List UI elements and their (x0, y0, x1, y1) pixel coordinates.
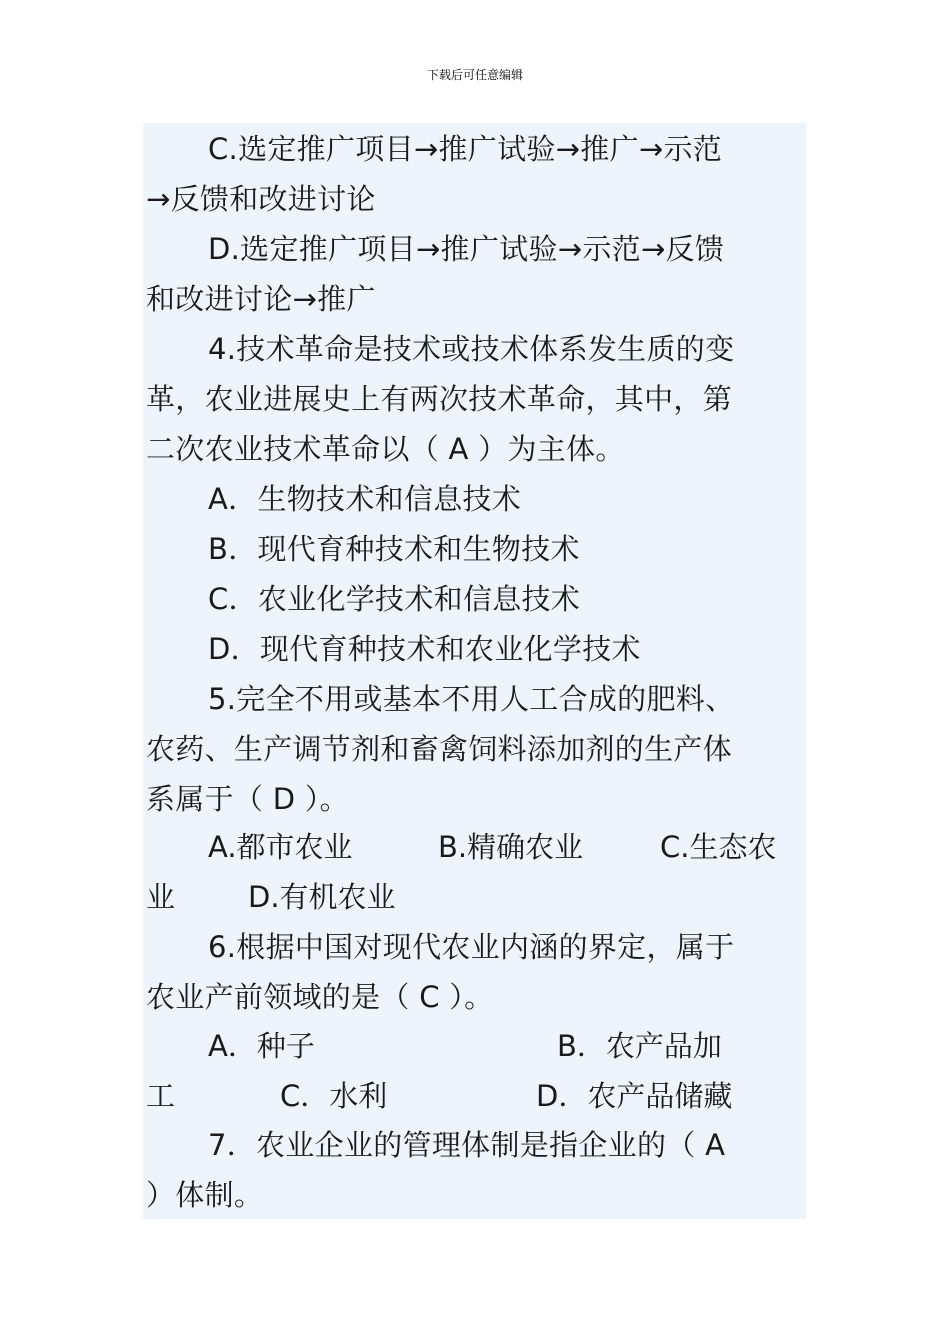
q4-option-a: A．生物技术和信息技术 (208, 482, 522, 516)
q6-option-c: C．水利 (280, 1079, 388, 1113)
question-4-stem: 4.技术革命是技术或技术体系发生质的变 革，农业进展史上有两次技术革命，其中，第 二次农业技术革命以（ A ）为主体。 (146, 332, 735, 466)
q6-option-b: B．农产品加 (557, 1029, 722, 1063)
q6-option-b-continued: 工 (146, 1079, 176, 1113)
q3-option-c: C.选定推广项目→推广试验→推广→示范 →反馈和改进讨论 (146, 132, 723, 216)
q6-option-d: D．农产品储藏 (536, 1079, 733, 1113)
question-5-stem: 5.完全不用或基本不用人工合成的肥料、 农药、生产调节剂和畜禽饲料添加剂的生产体 系属于（ D ）。 (146, 682, 735, 816)
q5-option-c-continued: 业 (146, 880, 176, 914)
q4-option-d: D．现代育种技术和农业化学技术 (208, 632, 641, 666)
q6-option-a: A．种子 (208, 1029, 315, 1063)
page-header: 下载后可任意编辑 (426, 68, 523, 82)
question-6-stem: 6.根据中国对现代农业内涵的界定，属于 农业产前领域的是（ C ）。 (146, 930, 735, 1014)
q3-option-d: D.选定推广项目→推广试验→示范→反馈 和改进讨论→推广 (146, 232, 725, 316)
question-7-stem: 7．农业企业的管理体制是指企业的（ A ）体制。 (146, 1128, 726, 1212)
q5-option-a: A.都市农业 (208, 830, 353, 864)
question-4-options (146, 474, 786, 674)
q5-option-c: C.生态农 (660, 830, 777, 864)
q5-option-d: D.有机农业 (248, 880, 396, 914)
q4-option-b: B．现代育种技术和生物技术 (208, 532, 580, 566)
q4-option-c: C．农业化学技术和信息技术 (208, 582, 581, 616)
q5-option-b: B.精确农业 (438, 830, 584, 864)
